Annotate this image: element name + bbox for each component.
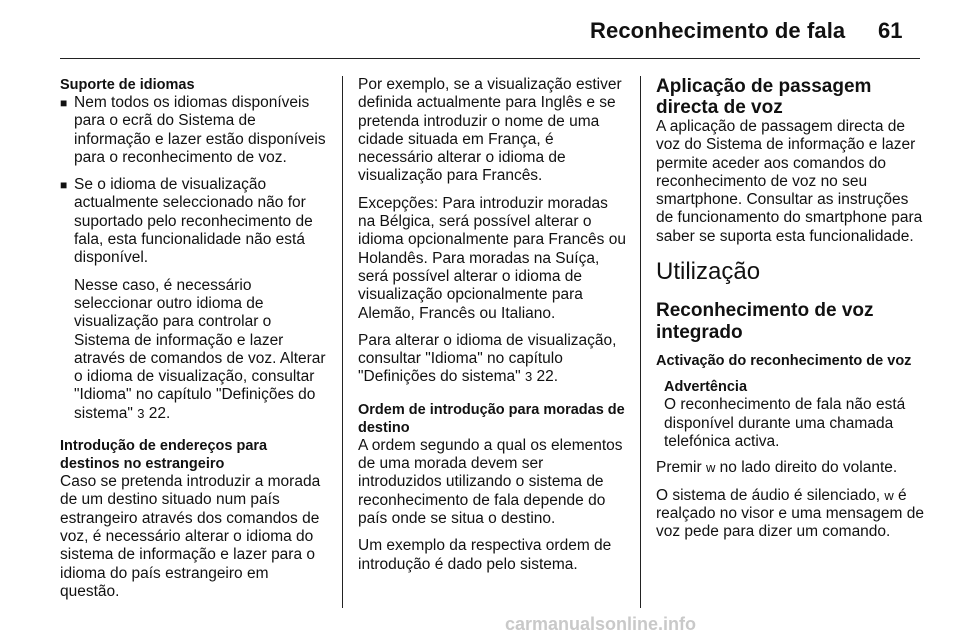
paragraph-exceptions: Excepções: Para introduzir moradas na Bélgica, será possível alterar o idioma opcionalmente para Francês ou Holandês. Para moradas na Suíça, será possível alterar o idioma de visualização opcionalmente para Alemão, Francês ou Italiano. — [358, 194, 626, 322]
column-3 — [656, 76, 924, 550]
column-divider-2 — [640, 76, 641, 608]
paragraph-press-button — [656, 459, 924, 477]
warning-text: O reconhecimento de fala não está disponível durante uma chamada telefónica activa. — [664, 396, 906, 450]
section-heading-integrated-voice: Reconhecimento de voz integrado — [656, 300, 874, 344]
section-heading-input-order: Ordem de introdução para moradas de destino — [358, 401, 625, 436]
column-1 — [60, 76, 328, 610]
bullet-item-2: ■ Se o idioma de visualização actualmente seleccionado não for suportado pelo reconhecimento de fala, esta funcionalidade não está disponível. — [60, 176, 328, 267]
paragraph-change-language — [358, 332, 626, 387]
header-rule — [60, 58, 920, 59]
warning-box — [656, 378, 924, 451]
section-heading-language-support: Suporte de idiomas — [60, 77, 195, 93]
column-divider-1 — [342, 76, 343, 608]
page-ref: 22. — [536, 368, 559, 386]
paragraph-foreign-addresses: Caso se pretenda introduzir a morada de um destino situado num país estrangeiro através dos comandos de voz, é necessário alterar o idioma do sistema de informação e lazer para o idioma do país estrangeiro em questão. — [60, 473, 321, 600]
page-ref-arrow-icon: 3 — [524, 369, 533, 385]
page-ref: 22. — [148, 404, 171, 422]
paragraph-audio-muted — [656, 487, 924, 542]
paragraph-change-language-text: Para alterar o idioma de visualização, consultar "Idioma" no capítulo "Definições do sistema" — [358, 331, 617, 386]
bullet-item-2-continuation — [60, 277, 328, 423]
warning-title: Advertência — [664, 379, 748, 396]
paragraph-example: Por exemplo, se a visualização estiver definida actualmente para Inglês e se pretenda introduzir o nome de uma cidade situada em França, é necessário alterar o idioma de visualização para Francês. — [358, 76, 622, 185]
muted-text: O sistema de áudio é silenciado, — [656, 486, 881, 504]
section-heading-foreign-addresses: Introdução de endereços para destinos no estrangeiro — [60, 438, 268, 473]
paragraph-input-order: A ordem segundo a qual os elementos de uma morada devem ser introduzidos utilizando o sistema de reconhecimento de fala depende do país onde se situa o destino. — [358, 436, 623, 527]
voice-button-icon: w — [705, 460, 716, 476]
page-ref-arrow-icon: 3 — [137, 405, 145, 421]
page-header-title: Reconhecimento de fala — [590, 18, 846, 43]
section-heading-voice-passthrough: Aplicação de passagem directa de voz — [656, 76, 872, 118]
paragraph-voice-passthrough: A aplicação de passagem directa de voz do Sistema de informação e lazer permite aceder aos comandos do reconhecimento de voz no seu smartphone. Consultar as instruções de funcionamento do smartphone para saber se suporta esta funcionalidade. — [656, 118, 923, 245]
chapter-heading-usage: Utilização — [656, 258, 761, 286]
bullet-item-1: ■ Nem todos os idiomas disponíveis para o ecrã do Sistema de informação e lazer estão disponíveis para o reconhecimento de voz. — [60, 94, 328, 167]
muted-text-rest: é realçado no visor e uma mensagem de voz pede para dizer um comando. — [656, 486, 924, 541]
press-text: Premir — [656, 459, 702, 477]
bullet-continuation-text: Nesse caso, é necessário seleccionar outro idioma de visualização para controlar o Sistema de informação e lazer através de comandos de voz. Alterar o idioma de visualização, consultar "Idioma" no capítulo "Definições do sistema" — [74, 276, 326, 422]
subheading-activation: Activação do reconhecimento de voz — [656, 353, 912, 370]
page-number: 61 — [878, 18, 903, 43]
column-2 — [358, 76, 626, 583]
voice-button-icon: w — [884, 487, 894, 503]
paragraph-input-order-example: Um exemplo da respectiva ordem de introdução é dado pelo sistema. — [358, 537, 612, 573]
watermark-text: carmanualsonline.info — [505, 614, 697, 634]
press-text-rest: no lado direito do volante. — [719, 459, 898, 477]
